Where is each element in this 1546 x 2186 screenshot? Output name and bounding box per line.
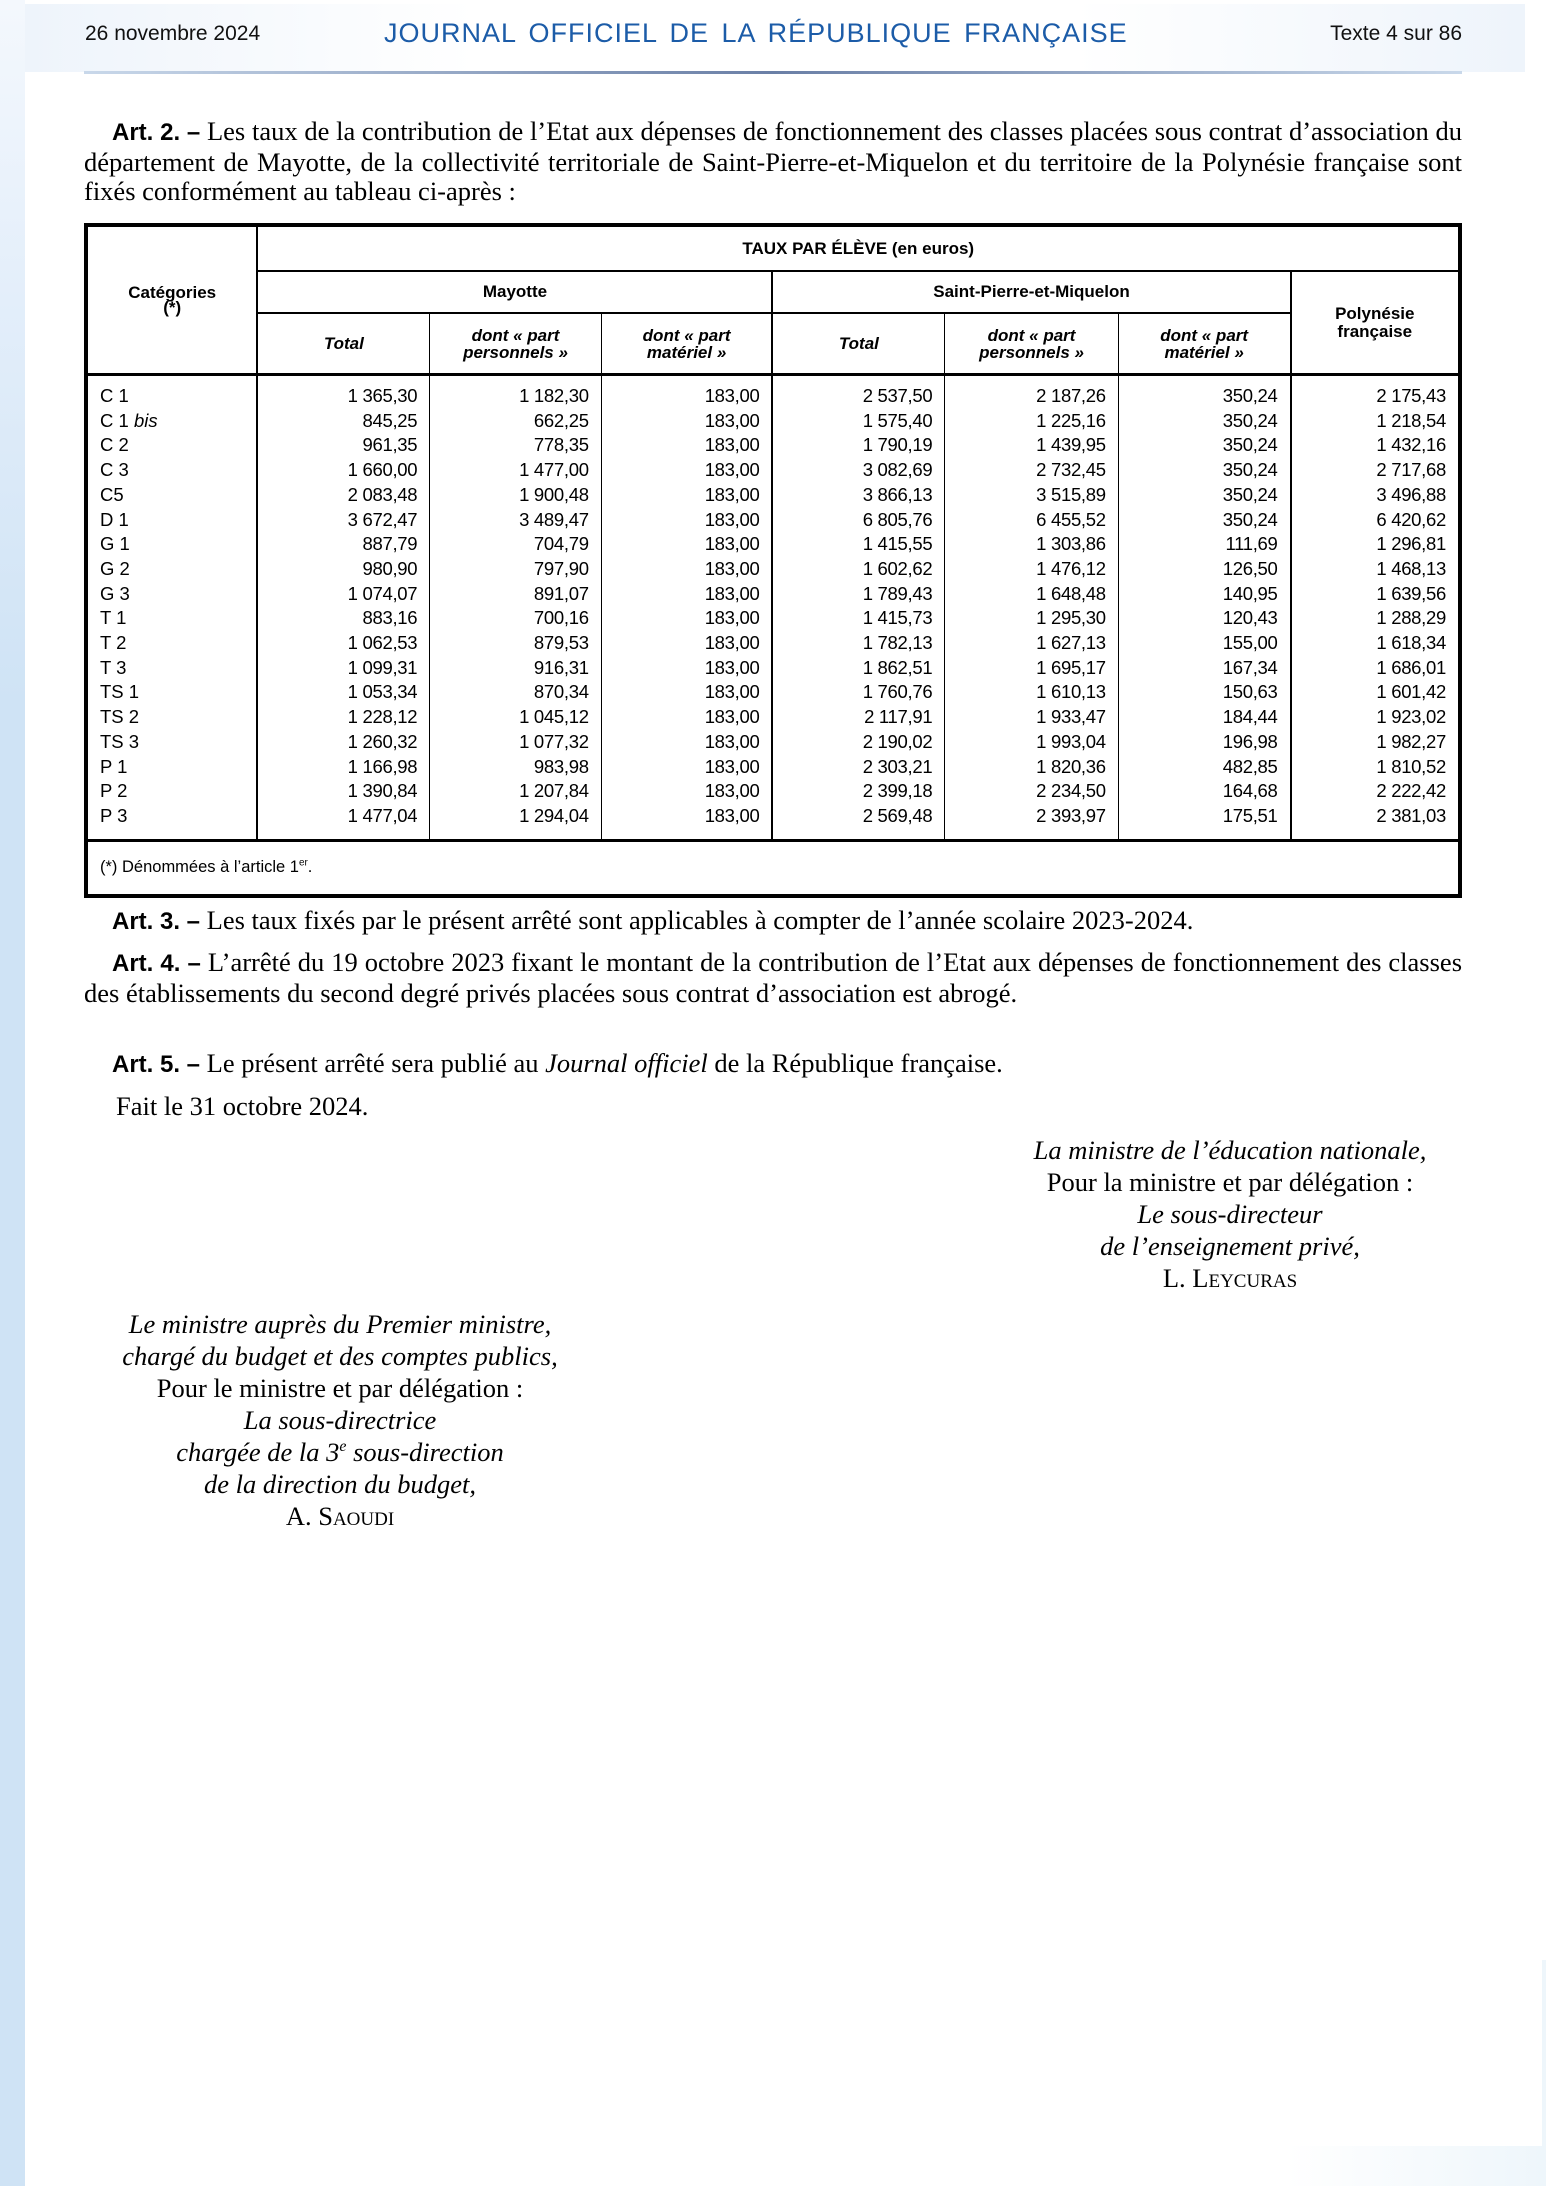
table-row — [86, 508, 1460, 533]
value-cell-m-pers: 778,35 — [430, 433, 601, 458]
value-cell-poly: 2 222,42 — [1291, 779, 1460, 804]
value-cell-s-mat: 350,24 — [1118, 483, 1290, 508]
value-cell-poly: 1 686,01 — [1291, 656, 1460, 681]
value-cell-s-total: 3 866,13 — [772, 483, 944, 508]
value-cell-m-pers: 3 489,47 — [430, 508, 601, 533]
header-date: 26 novembre 2024 — [85, 22, 261, 45]
value-cell-m-mat: 183,00 — [601, 557, 772, 582]
footnote-end: . — [307, 858, 313, 877]
table-row — [86, 631, 1460, 656]
name-initial: A. S — [285, 1501, 333, 1531]
value-cell-s-pers: 1 439,95 — [945, 433, 1118, 458]
category-label: TS 3 — [100, 730, 140, 752]
name-rest: eycuras — [1208, 1263, 1298, 1293]
value-cell-s-mat: 120,43 — [1118, 606, 1290, 631]
article-4-label: Art. 4. – — [112, 950, 201, 977]
signature-budget-delegation: Pour le ministre et par délégation : — [156, 1373, 524, 1403]
value-cell-m-pers: 1 045,12 — [430, 705, 601, 730]
header-divider — [84, 71, 1462, 74]
article-3-label: Art. 3. – — [112, 908, 201, 935]
article-3-text: Les taux fixés par le présent arrêté sont applicables à compter de l’année scolaire 2023-2024. — [206, 905, 1194, 935]
value-cell-m-pers: 1 900,48 — [430, 483, 601, 508]
table-row — [86, 680, 1460, 705]
value-cell-s-mat: 350,24 — [1118, 508, 1290, 533]
value-cell-s-pers: 2 187,26 — [945, 375, 1118, 409]
article-2 — [84, 117, 1462, 207]
value-cell-m-pers: 879,53 — [430, 631, 601, 656]
value-cell-s-pers: 1 933,47 — [945, 705, 1118, 730]
value-cell-s-pers: 1 648,48 — [945, 582, 1118, 607]
value-cell-s-total: 2 537,50 — [772, 375, 944, 409]
category-label: C5 — [100, 483, 124, 505]
value-cell-m-mat: 183,00 — [601, 656, 772, 681]
mayotte-total-header — [257, 313, 429, 375]
value-cell-m-total: 1 166,98 — [257, 755, 429, 780]
value-cell-poly: 1 639,56 — [1291, 582, 1460, 607]
table-row — [86, 557, 1460, 582]
value-cell-s-mat: 150,63 — [1118, 680, 1290, 705]
categories-header-label: Catégories — [128, 283, 217, 302]
value-cell-s-mat: 350,24 — [1118, 458, 1290, 483]
category-cell — [86, 656, 257, 681]
value-cell-m-pers: 916,31 — [430, 656, 601, 681]
table-row — [86, 804, 1460, 840]
category-cell — [86, 375, 257, 409]
category-cell — [86, 409, 257, 434]
table-row — [86, 582, 1460, 607]
categories-header — [86, 225, 257, 375]
table-row — [86, 755, 1460, 780]
region-polynesie-line1: Polynésie — [1335, 303, 1415, 323]
role-sup: e — [339, 1438, 347, 1456]
subheader-label: dont « part — [1160, 325, 1249, 345]
table-row — [86, 532, 1460, 557]
value-cell-m-mat: 183,00 — [601, 680, 772, 705]
value-cell-m-pers: 700,16 — [430, 606, 601, 631]
value-cell-s-pers: 1 820,36 — [945, 755, 1118, 780]
value-cell-poly: 1 296,81 — [1291, 532, 1460, 557]
table-row — [86, 656, 1460, 681]
subheader-label: Total — [838, 334, 879, 353]
value-cell-m-mat: 183,00 — [601, 483, 772, 508]
value-cell-m-pers: 1 477,00 — [430, 458, 601, 483]
value-cell-m-total: 1 099,31 — [257, 656, 429, 681]
category-cell — [86, 730, 257, 755]
signature-education-delegation: Pour la ministre et par délégation : — [1046, 1167, 1414, 1197]
value-cell-s-pers: 1 476,12 — [945, 557, 1118, 582]
value-cell-s-total: 1 862,51 — [772, 656, 944, 681]
value-cell-poly: 1 601,42 — [1291, 680, 1460, 705]
role-text: chargée de la 3 — [176, 1437, 340, 1467]
region-polynesie-line2: française — [1337, 321, 1413, 341]
article-4 — [84, 948, 1462, 1008]
value-cell-s-total: 1 789,43 — [772, 582, 944, 607]
article-5-label: Art. 5. – — [112, 1051, 201, 1078]
subheader-label: dont « part — [642, 325, 731, 345]
header-page-number: Texte 4 sur 86 — [1330, 22, 1462, 45]
done-at-date — [84, 1092, 1462, 1122]
value-cell-s-total: 1 575,40 — [772, 409, 944, 434]
value-cell-s-pers: 2 393,97 — [945, 804, 1118, 840]
table-row — [86, 409, 1460, 434]
category-suffix: bis — [133, 409, 158, 431]
value-cell-s-mat: 140,95 — [1118, 582, 1290, 607]
value-cell-s-total: 2 117,91 — [772, 705, 944, 730]
value-cell-s-mat: 184,44 — [1118, 705, 1290, 730]
category-cell — [86, 631, 257, 656]
value-cell-poly: 1 432,16 — [1291, 433, 1460, 458]
category-label: TS 1 — [100, 681, 140, 703]
table-title: TAUX PAR ÉLÈVE (en euros) — [257, 225, 1460, 271]
category-cell — [86, 433, 257, 458]
value-cell-s-pers: 2 234,50 — [945, 779, 1118, 804]
header-journal-title: JOURNAL OFFICIEL DE LA RÉPUBLIQUE FRANÇAISE — [384, 18, 1128, 48]
article-3 — [84, 906, 1462, 937]
region-mayotte: Mayotte — [257, 271, 772, 313]
spm-personnels-header — [945, 313, 1118, 375]
value-cell-m-pers: 662,25 — [430, 409, 601, 434]
signature-budget-name — [70, 1500, 610, 1532]
value-cell-m-total: 2 083,48 — [257, 483, 429, 508]
category-label: T 3 — [100, 656, 127, 678]
signature-education-role: Le sous-directeur — [1137, 1199, 1323, 1229]
value-cell-m-pers: 1 077,32 — [430, 730, 601, 755]
page-corner-shade — [1286, 2146, 1546, 2186]
done-at-date-text: Fait le 31 octobre 2024. — [116, 1091, 369, 1121]
value-cell-s-total: 6 805,76 — [772, 508, 944, 533]
value-cell-m-total: 887,79 — [257, 532, 429, 557]
value-cell-m-mat: 183,00 — [601, 730, 772, 755]
category-cell — [86, 458, 257, 483]
category-label: G 3 — [100, 582, 130, 604]
article-5 — [84, 1049, 1462, 1080]
value-cell-s-mat: 350,24 — [1118, 375, 1290, 409]
subheader-label: matériel » — [1164, 342, 1244, 362]
signature-education-title: La ministre de l’éducation nationale, — [1033, 1135, 1427, 1165]
value-cell-s-pers: 2 732,45 — [945, 458, 1118, 483]
subheader-label: dont « part — [987, 325, 1076, 345]
name-initial: L. L — [1162, 1263, 1209, 1293]
value-cell-m-total: 1 390,84 — [257, 779, 429, 804]
value-cell-m-mat: 183,00 — [601, 433, 772, 458]
region-polynesie — [1291, 271, 1460, 375]
category-cell — [86, 680, 257, 705]
signature-budget-role-2 — [70, 1436, 610, 1468]
value-cell-s-total: 2 399,18 — [772, 779, 944, 804]
value-cell-s-total: 1 790,19 — [772, 433, 944, 458]
value-cell-m-total: 3 672,47 — [257, 508, 429, 533]
value-cell-s-pers: 1 225,16 — [945, 409, 1118, 434]
value-cell-m-total: 961,35 — [257, 433, 429, 458]
footnote-text: (*) Dénommées à l’article 1 — [100, 858, 299, 877]
category-cell — [86, 755, 257, 780]
subheader-label: personnels » — [463, 342, 568, 362]
article-5-text-end: de la République française. — [707, 1048, 1003, 1078]
article-5-text: Le présent arrêté sera publié au — [206, 1048, 546, 1078]
value-cell-poly: 1 218,54 — [1291, 409, 1460, 434]
value-cell-s-total: 1 415,73 — [772, 606, 944, 631]
category-label: T 2 — [100, 632, 127, 654]
table-row — [86, 458, 1460, 483]
value-cell-m-pers: 1 182,30 — [430, 375, 601, 409]
signature-budget — [70, 1308, 610, 1532]
rates-table — [84, 223, 1462, 898]
value-cell-m-pers: 891,07 — [430, 582, 601, 607]
article-2-label: Art. 2. – — [112, 119, 201, 146]
table-row — [86, 730, 1460, 755]
value-cell-m-total: 1 074,07 — [257, 582, 429, 607]
table-row — [86, 779, 1460, 804]
value-cell-s-mat: 126,50 — [1118, 557, 1290, 582]
value-cell-m-pers: 1 207,84 — [430, 779, 601, 804]
subheader-label: matériel » — [646, 342, 727, 362]
value-cell-m-mat: 183,00 — [601, 705, 772, 730]
value-cell-poly: 1 468,13 — [1291, 557, 1460, 582]
value-cell-poly: 1 982,27 — [1291, 730, 1460, 755]
categories-header-note: (*) — [163, 298, 182, 317]
category-cell — [86, 582, 257, 607]
value-cell-m-pers: 983,98 — [430, 755, 601, 780]
subheader-label: personnels » — [979, 342, 1084, 362]
value-cell-s-mat: 350,24 — [1118, 409, 1290, 434]
value-cell-poly: 2 381,03 — [1291, 804, 1460, 840]
value-cell-s-total: 3 082,69 — [772, 458, 944, 483]
value-cell-m-mat: 183,00 — [601, 606, 772, 631]
category-label: C 1 — [100, 409, 134, 431]
value-cell-s-total: 1 602,62 — [772, 557, 944, 582]
category-cell — [86, 508, 257, 533]
value-cell-s-pers: 1 993,04 — [945, 730, 1118, 755]
value-cell-m-mat: 183,00 — [601, 375, 772, 409]
value-cell-s-total: 2 303,21 — [772, 755, 944, 780]
table-row — [86, 483, 1460, 508]
value-cell-poly: 3 496,88 — [1291, 483, 1460, 508]
region-saint-pierre-et-miquelon: Saint-Pierre-et-Miquelon — [772, 271, 1290, 313]
table-row — [86, 433, 1460, 458]
category-label: P 3 — [100, 804, 128, 826]
value-cell-s-mat: 164,68 — [1118, 779, 1290, 804]
value-cell-s-pers: 1 295,30 — [945, 606, 1118, 631]
category-label: G 1 — [100, 533, 130, 555]
signature-budget-role: La sous-directrice — [243, 1405, 437, 1435]
value-cell-s-mat: 155,00 — [1118, 631, 1290, 656]
value-cell-m-pers: 870,34 — [430, 680, 601, 705]
value-cell-poly: 1 618,34 — [1291, 631, 1460, 656]
value-cell-s-mat: 175,51 — [1118, 804, 1290, 840]
value-cell-poly: 2 717,68 — [1291, 458, 1460, 483]
table-row — [86, 606, 1460, 631]
category-cell — [86, 804, 257, 840]
footnote-sup: er — [298, 857, 308, 869]
value-cell-poly: 2 175,43 — [1291, 375, 1460, 409]
category-cell — [86, 483, 257, 508]
value-cell-s-pers: 3 515,89 — [945, 483, 1118, 508]
signature-budget-title: Le ministre auprès du Premier ministre, — [128, 1309, 552, 1339]
value-cell-s-mat: 350,24 — [1118, 433, 1290, 458]
value-cell-poly: 1 288,29 — [1291, 606, 1460, 631]
value-cell-m-mat: 183,00 — [601, 508, 772, 533]
article-2-text: Les taux de la contribution de l’Etat aux dépenses de fonctionnement des classes placées sous contrat d’association du département de Mayotte, de la collectivité territoriale de Saint-Pierre-et-Miquelon et du territoire de la Polynésie française sont fixés conformément au tableau ci-après : — [84, 116, 1463, 206]
value-cell-s-total: 1 760,76 — [772, 680, 944, 705]
value-cell-s-total: 1 782,13 — [772, 631, 944, 656]
category-label: C 2 — [100, 434, 129, 456]
signature-education — [960, 1134, 1500, 1294]
value-cell-s-mat: 111,69 — [1118, 532, 1290, 557]
category-cell — [86, 557, 257, 582]
value-cell-s-pers: 1 303,86 — [945, 532, 1118, 557]
table-row — [86, 375, 1460, 409]
value-cell-m-pers: 797,90 — [430, 557, 601, 582]
value-cell-m-mat: 183,00 — [601, 631, 772, 656]
value-cell-poly: 1 810,52 — [1291, 755, 1460, 780]
category-label: C 1 — [100, 385, 129, 406]
value-cell-m-pers: 1 294,04 — [430, 804, 601, 840]
spm-total-header — [772, 313, 944, 375]
article-4-text: L’arrêté du 19 octobre 2023 fixant le montant de la contribution de l’Etat aux dépenses de fonctionnement des classes des établissements du second degré privés placées sous contrat d’association est abrogé. — [84, 947, 1463, 1008]
value-cell-m-mat: 183,00 — [601, 755, 772, 780]
value-cell-s-pers: 1 610,13 — [945, 680, 1118, 705]
value-cell-s-total: 1 415,55 — [772, 532, 944, 557]
category-label: P 2 — [100, 780, 128, 802]
value-cell-s-mat: 167,34 — [1118, 656, 1290, 681]
value-cell-m-total: 1 228,12 — [257, 705, 429, 730]
value-cell-s-mat: 482,85 — [1118, 755, 1290, 780]
value-cell-s-total: 2 190,02 — [772, 730, 944, 755]
value-cell-m-total: 1 660,00 — [257, 458, 429, 483]
value-cell-m-total: 1 365,30 — [257, 375, 429, 409]
value-cell-m-total: 1 477,04 — [257, 804, 429, 840]
signature-budget-title-2: chargé du budget et des comptes publics, — [122, 1341, 558, 1371]
value-cell-s-pers: 1 695,17 — [945, 656, 1118, 681]
table-body — [86, 375, 1460, 841]
value-cell-m-mat: 183,00 — [601, 458, 772, 483]
article-5-journal-title: Journal officiel — [545, 1048, 708, 1078]
value-cell-m-mat: 183,00 — [601, 532, 772, 557]
category-label: T 1 — [100, 607, 127, 629]
value-cell-s-mat: 196,98 — [1118, 730, 1290, 755]
signature-education-role-2: de l’enseignement privé, — [1100, 1231, 1360, 1261]
category-label: TS 2 — [100, 706, 140, 728]
table-row — [86, 705, 1460, 730]
value-cell-m-total: 980,90 — [257, 557, 429, 582]
value-cell-m-total: 1 062,53 — [257, 631, 429, 656]
value-cell-s-pers: 1 627,13 — [945, 631, 1118, 656]
category-label: C 3 — [100, 459, 129, 481]
signature-budget-role-3: de la direction du budget, — [203, 1469, 477, 1499]
value-cell-m-pers: 704,79 — [430, 532, 601, 557]
category-cell — [86, 532, 257, 557]
table-footnote — [86, 840, 1460, 896]
category-label: D 1 — [100, 508, 129, 530]
value-cell-m-mat: 183,00 — [601, 804, 772, 840]
value-cell-m-total: 1 260,32 — [257, 730, 429, 755]
value-cell-m-total: 1 053,34 — [257, 680, 429, 705]
value-cell-poly: 6 420,62 — [1291, 508, 1460, 533]
value-cell-m-mat: 183,00 — [601, 582, 772, 607]
value-cell-m-mat: 183,00 — [601, 779, 772, 804]
value-cell-m-total: 845,25 — [257, 409, 429, 434]
mayotte-materiel-header — [601, 313, 772, 375]
value-cell-poly: 1 923,02 — [1291, 705, 1460, 730]
subheader-label: dont « part — [471, 325, 560, 345]
signature-education-name — [960, 1262, 1500, 1294]
value-cell-s-total: 2 569,48 — [772, 804, 944, 840]
category-cell — [86, 606, 257, 631]
category-label: P 1 — [100, 755, 128, 777]
subheader-label: Total — [323, 334, 364, 353]
value-cell-m-mat: 183,00 — [601, 409, 772, 434]
spm-materiel-header — [1118, 313, 1290, 375]
name-rest: aoudi — [332, 1501, 395, 1531]
category-label: G 2 — [100, 557, 130, 579]
value-cell-s-pers: 6 455,52 — [945, 508, 1118, 533]
value-cell-m-total: 883,16 — [257, 606, 429, 631]
mayotte-personnels-header — [430, 313, 601, 375]
category-cell — [86, 779, 257, 804]
page-left-margin-strip — [0, 0, 25, 2186]
role-text-end: sous-direction — [346, 1437, 504, 1467]
category-cell — [86, 705, 257, 730]
